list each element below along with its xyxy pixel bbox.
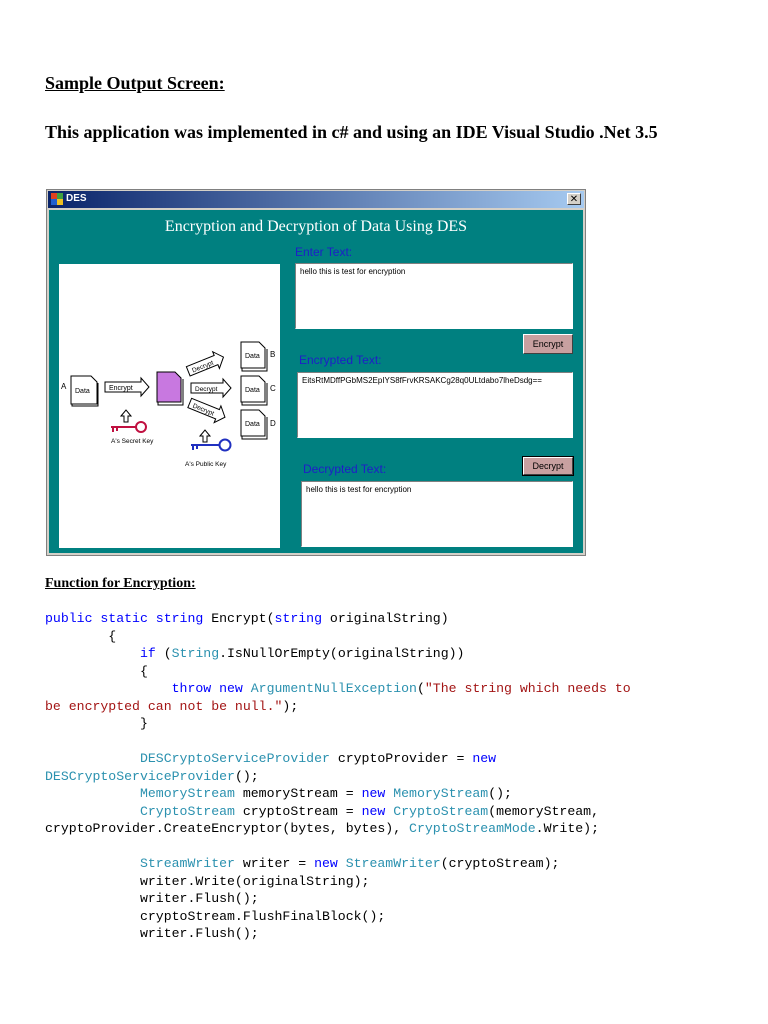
des-diagram-graphic (59, 264, 280, 548)
code-token: cryptoStream = (234, 803, 362, 819)
decrypted-text-output[interactable]: hello this is test for encryption (301, 481, 573, 547)
data-document-a (71, 376, 98, 406)
data-label-b: Data (245, 353, 260, 360)
code-token: public static string (45, 611, 212, 626)
code-token: (memoryStream, (488, 803, 599, 819)
data-document-c (241, 376, 267, 405)
code-line (45, 890, 745, 908)
code-token: DESCryptoServiceProvider (139, 751, 330, 766)
code-token: .IsNullOrEmpty(originalString)) (219, 646, 465, 661)
decrypt-label-top: Decrypt (191, 359, 215, 375)
code-token: (cryptoStream); (440, 856, 560, 871)
code-token: StreamWriter (139, 856, 235, 871)
code-token: new (361, 803, 394, 819)
code-token: .Write); (535, 821, 599, 836)
code-line (45, 663, 745, 681)
code-token (45, 751, 140, 766)
code-token: be encrypted can not be null." (45, 698, 283, 714)
app-heading: Encryption and Decryption of Data Using DES (164, 218, 468, 235)
secret-key-icon (111, 422, 146, 432)
code-token: writer.Flush(); (45, 926, 259, 941)
code-token: StreamWriter (345, 856, 441, 871)
title-bar[interactable] (48, 191, 584, 208)
code-token: MemoryStream (393, 786, 489, 801)
window-title: DES (66, 193, 87, 204)
close-button[interactable] (567, 193, 581, 205)
decrypted-text-label: Decrypted Text: (303, 462, 387, 476)
label-b: B (270, 350, 276, 359)
public-key-label: A's Public Key (185, 461, 227, 468)
code-line (45, 715, 745, 733)
enter-text-label: Enter Text: (295, 245, 353, 259)
encrypt-button[interactable]: Encrypt (523, 334, 573, 354)
enter-text-input[interactable]: hello this is test for encryption (295, 263, 573, 329)
code-token: cryptoProvider.CreateEncryptor(bytes, bytes), (45, 821, 410, 836)
public-key-icon (191, 440, 231, 451)
code-token: writer.Write(originalString); (45, 873, 370, 889)
code-token: throw new (171, 681, 251, 696)
intro-heading: This application was implemented in c# and using an IDE Visual Studio .Net 3.5 (45, 122, 658, 142)
label-a: A (61, 382, 67, 391)
code-token: { (45, 628, 117, 644)
code-token (45, 786, 140, 801)
code-token: CryptoStreamMode (409, 821, 536, 836)
data-document-b (241, 342, 267, 371)
code-line (45, 785, 745, 803)
code-token: String (171, 646, 220, 661)
code-line (45, 803, 745, 821)
code-line (45, 750, 745, 768)
code-token: ( (155, 646, 172, 661)
code-token: originalString) (322, 611, 449, 626)
up-arrow-secret (121, 410, 131, 422)
app-client-area (49, 210, 583, 553)
code-token: if (139, 646, 156, 661)
code-token: } (45, 716, 148, 731)
data-label-c: Data (245, 387, 260, 394)
encrypt-arrow-label: Encrypt (109, 385, 133, 392)
code-token: DESCryptoServiceProvider (45, 768, 235, 784)
code-token: "The string which needs to (424, 681, 631, 696)
decrypt-arrow-bottom (186, 395, 228, 426)
code-token: memoryStream = (234, 786, 362, 801)
sample-output-heading: Sample Output Screen: (45, 73, 225, 93)
data-label-a: Data (75, 388, 90, 395)
function-heading: Function for Encryption: (45, 576, 196, 591)
encrypted-text-label: Encrypted Text: (299, 353, 382, 367)
decrypt-arrow-top (185, 349, 227, 380)
code-token: { (45, 663, 148, 679)
code-line (45, 610, 745, 628)
app-icon (51, 193, 63, 205)
data-document-d (241, 410, 267, 439)
code-token: cryptoProvider = (329, 751, 473, 766)
decrypt-arrow-middle (191, 379, 231, 397)
decrypt-label-bottom: Decrypt (191, 402, 215, 418)
code-line (45, 768, 745, 786)
code-token: new (361, 786, 394, 801)
code-token: Encrypt( (211, 611, 275, 626)
encrypted-document (157, 372, 183, 405)
code-token: writer.Flush(); (45, 891, 259, 906)
secret-key-label: A's Secret Key (111, 438, 154, 445)
code-token: (); (234, 768, 259, 784)
up-arrow-public (200, 430, 210, 442)
code-line (45, 628, 745, 646)
data-label-d: Data (245, 421, 260, 428)
code-line (45, 698, 745, 716)
code-token (45, 681, 172, 696)
code-token: ); (282, 698, 299, 714)
code-listing (45, 610, 745, 943)
code-token: writer = (234, 856, 315, 871)
encrypt-arrow (105, 378, 149, 396)
close-icon: ✕ (569, 194, 579, 205)
decrypt-button[interactable]: Decrypt (523, 457, 573, 475)
code-token: CryptoStream (393, 803, 489, 819)
code-token: (); (488, 786, 512, 801)
code-token: new (314, 856, 346, 871)
code-line (45, 680, 745, 698)
code-token (45, 856, 140, 871)
code-token: ArgumentNullException (250, 681, 417, 696)
des-diagram (59, 264, 280, 548)
code-token (45, 646, 140, 661)
decrypt-label-middle: Decrypt (195, 386, 218, 393)
encrypted-text-output[interactable]: EitsRtMDffPGbMS2EpIYS8fFrvKRSAKCg28q0ULtdabo7lheDsdg== (297, 372, 573, 438)
code-line (45, 645, 745, 663)
code-token: ( (416, 681, 425, 696)
des-app-window (46, 189, 586, 556)
label-c: C (270, 384, 276, 393)
code-token: string (274, 611, 322, 626)
code-token: CryptoStream (139, 803, 235, 819)
code-line (45, 908, 745, 926)
code-line (45, 838, 745, 856)
code-line (45, 820, 745, 838)
code-line (45, 855, 745, 873)
code-token: cryptoStream.FlushFinalBlock(); (45, 908, 386, 924)
code-line (45, 733, 745, 751)
label-d: D (270, 419, 276, 428)
code-line (45, 925, 745, 943)
code-token: MemoryStream (139, 786, 235, 801)
code-token (45, 804, 140, 819)
code-token: new (472, 751, 497, 766)
code-line (45, 873, 745, 891)
